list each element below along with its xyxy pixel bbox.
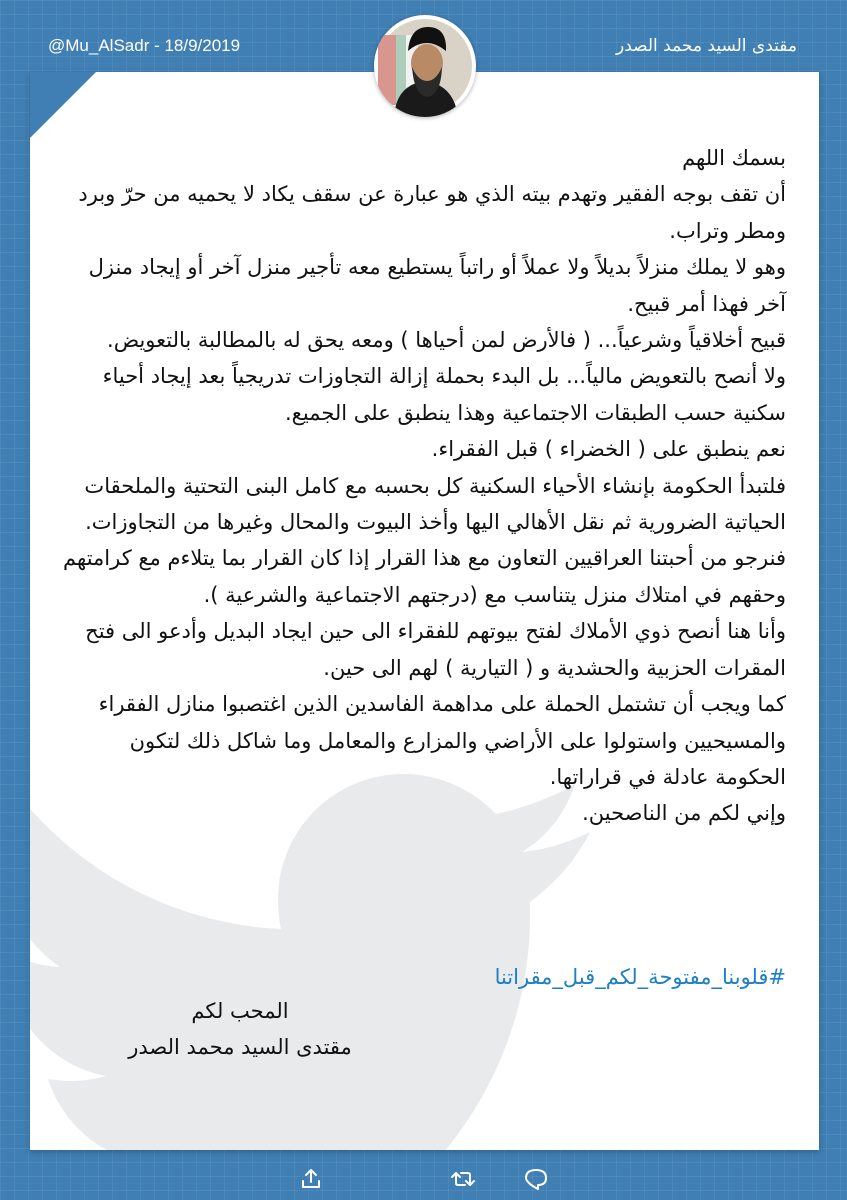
hashtag-link[interactable]: #قلوبنا_مفتوحة_لكم_قبل_مقراتنا: [494, 965, 786, 989]
retweet-icon[interactable]: [450, 1166, 476, 1192]
header-name: مقتدى السيد محمد الصدر: [615, 36, 797, 56]
header-handle-date: @Mu_AlSadr - 18/9/2019: [48, 36, 241, 55]
paragraph: وأنا هنا أنصح ذوي الأملاك لفتح بيوتهم للفقراء الى حين ايجاد البديل وأدعو الى فتح المقرات الحزبية والحشدية و ( التيارية ) لهم الى حين.: [85, 619, 786, 680]
signature-line: المحب لكم: [191, 999, 289, 1023]
paragraph: وإني لكم من الناصحين.: [582, 801, 786, 826]
paragraph: كما ويجب أن تشتمل الحملة على مداهمة الفاسدين الذين اغتصبوا منازل الفقراء والمسيحيين واستولوا على الأراضي والمزارع والمعامل وما شاكل ذلك لتكون الحكومة عادلة في قراراتها.: [98, 692, 786, 789]
paragraph: بسمك اللهم: [682, 146, 786, 170]
paragraph: فلتبدأ الحكومة بإنشاء الأحياء السكنية كل بحسبه مع كامل البنى التحتية والملحقات الحياتية الضرورية ثم نقل الأهالي اليها وأخذ البيوت والمحال وغيرها من التجاوزات.: [84, 473, 786, 535]
paragraph: ولا أنصح بالتعويض مالياً... بل البدء بحملة إزالة التجاوزات تدريجياً بعد إيجاد أحياء سكنية حسب الطبقات الاجتماعية وهذا ينطبق على الجميع.: [102, 364, 786, 425]
paragraph: وهو لا يملك منزلاً بديلاً ولا عملاً أو راتباً يستطيع معه تأجير منزل آخر أو إيجاد منزل آخر فهذا أمر قبيح.: [88, 255, 786, 316]
avatar[interactable]: [374, 15, 476, 117]
share-icon[interactable]: [298, 1166, 324, 1192]
tweet-actions: [0, 1160, 847, 1200]
paragraph: أن تقف بوجه الفقير وتهدم بيته الذي هو عبارة عن سقف يكاد لا يحميه من حرّ وبرد ومطر وتراب.: [78, 182, 786, 243]
avatar-portrait: [374, 15, 476, 117]
paragraph: نعم ينطبق على ( الخضراء ) قبل الفقراء.: [431, 437, 786, 462]
reply-icon-placeholder: [410, 1166, 436, 1192]
signature: [108, 993, 372, 1065]
paragraph: قبيح أخلاقياً وشرعياً... ( فالأرض لمن أحياها ) ومعه يحق له بالمطالبة بالتعويض.: [107, 328, 786, 353]
signature-name: مقتدى السيد محمد الصدر: [128, 1035, 352, 1059]
tweet-body: [60, 140, 786, 832]
paragraph: فنرجو من أحبتنا العراقيين التعاون مع هذا القرار إذا كان القرار بما يتلاءم مع كرامتهم وحقهم في امتلاك منزل يتناسب مع (درجتهم الاجتماعية والشرعية ).: [63, 546, 786, 607]
reply-icon[interactable]: [523, 1166, 549, 1192]
